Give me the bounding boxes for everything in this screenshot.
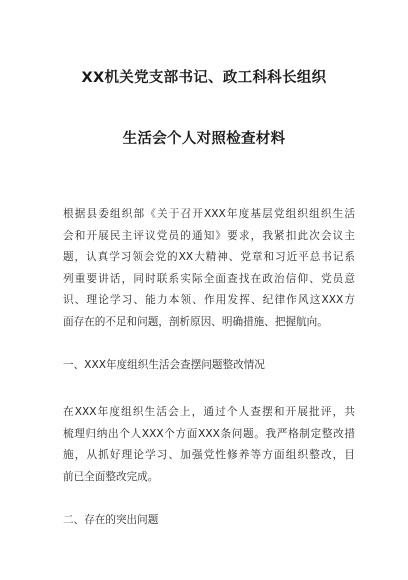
section-1-line: 在XXX年度组织生活会上，通过个人查摆和开展批评，共 (63, 406, 355, 418)
intro-line: 识、理论学习、能力本领、作用发挥、纪律作风这XXX方 (63, 294, 355, 307)
intro-line: 根据县委组织部《关于召开XXX年度基层党组织组织生活 (63, 208, 355, 220)
section-2-heading: 二、存在的突出问题 (63, 514, 159, 526)
intro-line: 面存在的不足和问题，剖析原因、明确措施、把握航向。 (63, 315, 328, 328)
section-1-line: 梳理归纳出个人XXX个方面XXX条问题。我严格制定整改措 (63, 427, 355, 440)
intro-paragraph (63, 204, 355, 334)
intro-line: 列重要讲话，同时联系实际全面查找在政治信仰、党员意 (63, 272, 355, 285)
document-title-line-1: XX机关党支部书记、政工科科长组织 (81, 70, 327, 86)
section-1-line: 施，从抓好理论学习、加强党性修养等方面组织整改，目 (63, 449, 355, 462)
intro-line: 题，认真学习领会党的XX大精神、党章和习近平总书记系 (63, 251, 355, 264)
document-title-line-2: 生活会个人对照检查材料 (122, 131, 286, 147)
section-1-heading: 一、XXX年度组织生活会查摆问题整改情况 (63, 359, 265, 371)
section-1-line: 前已全面整改完成。 (63, 470, 159, 483)
intro-line: 会和开展民主评议党员的通知》要求，我紧扣此次会议主 (63, 229, 355, 242)
section-1-paragraph (63, 402, 355, 488)
